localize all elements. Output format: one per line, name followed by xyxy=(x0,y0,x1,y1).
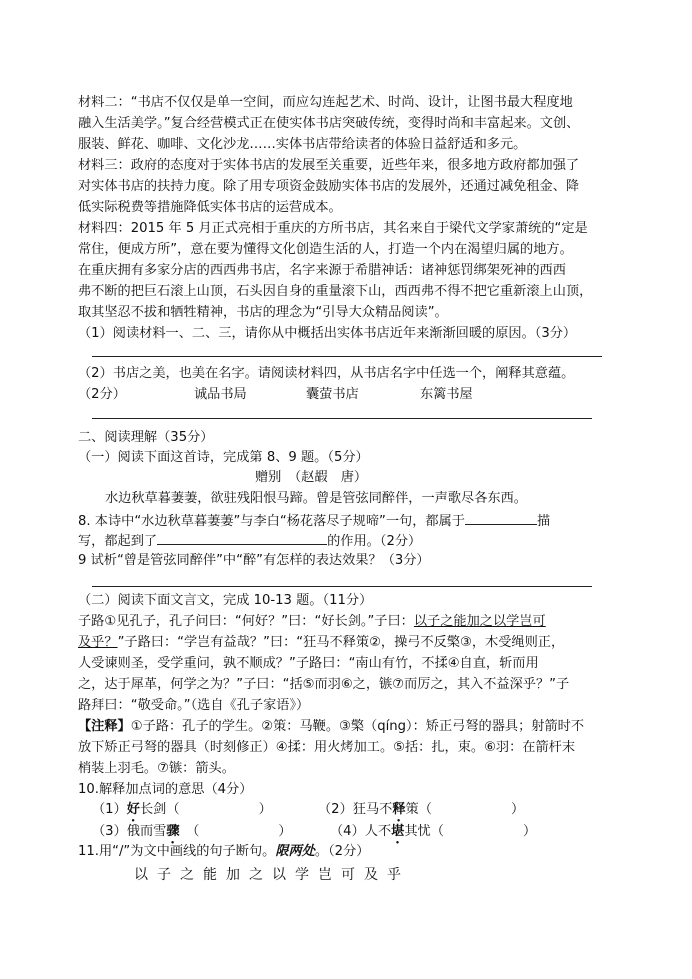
notes-label: 【注释】 xyxy=(78,719,131,734)
subsection-1-heading: （一）阅读下面这首诗，完成第 8、9 题。（5分） xyxy=(78,450,369,465)
question-10-item-1 xyxy=(92,800,272,820)
question-11-score: 。（2分） xyxy=(314,844,370,859)
question-2-line-1: （2）书店之美，也美在名字。请阅读材料四，从书店名字中任选一个，阐释其意蕴。 xyxy=(78,366,575,381)
question-9: 9 试析“曾是管弦同醉伴”中“醉”有怎样的表达效果？（3分） xyxy=(78,553,430,568)
question-8-text-end: 描 xyxy=(536,514,551,529)
option-chengpin: 诚品书局 xyxy=(194,387,247,402)
section-2-heading: 二、阅读理解（35分） xyxy=(78,430,214,445)
option-nangying: 囊萤书店 xyxy=(306,387,359,402)
classical-text-2: ”子路曰：“学岂有益哉？”曰：“狂马不释策②，操弓不反檠③，木受绳则正， xyxy=(117,635,565,650)
question-8-text: 8. 本诗中“水边秋草暮萋萋”与李白“杨花落尽子规啼”一句，都属于 xyxy=(78,514,465,529)
material-4-line-4: 弗不断的把巨石滚上山顶，石头因自身的重量滚下山，西西弗不得不把它重新滚上山顶， xyxy=(78,284,593,299)
notes-text: ①子路：孔子的学生。②策：马鞭。③檠（qíng）：矫正弓弩的器具；射箭时不 xyxy=(130,719,585,734)
blank-q8-a xyxy=(465,510,537,525)
classical-line-2 xyxy=(78,633,564,653)
dotted-word-1: 好 xyxy=(126,802,140,817)
notes-line-3: 梢装上羽毛。⑦镞：箭头。 xyxy=(78,761,235,776)
question-11-text: 11.用“/”为文中画线的句子断句。 xyxy=(78,844,276,859)
material-4-line-2: 常住，便成方所”，意在要为懂得文化创造生活的人，打造一个内在渴望归属的地方。 xyxy=(78,242,573,257)
dotted-word-4: 堪 xyxy=(391,824,405,839)
material-3-line-3: 低实际税费等措施降低实体书店的运营成本。 xyxy=(78,200,342,215)
classical-line-5: 路拜曰：“敬受命。”（选自《孔子家语》） xyxy=(78,698,310,713)
material-3-line-1: 材料三：政府的态度对于实体书店的发展至关重要，近些年来，很多地方政府都加强了 xyxy=(78,158,580,173)
poem-text: 水边秋草暮萋萋，欲驻残阳恨马蹄。曾是管弦同醉伴，一声歌尽各东西。 xyxy=(105,491,527,506)
material-4-line-1: 材料四：2015 年 5 月正式亮相于重庆的方所书店，其名来自于梁代文学家萧统的“定是 xyxy=(78,221,588,236)
question-2-score: （2分） xyxy=(78,387,126,402)
classical-line-3: 人受谏则圣，受学重问，孰不顺成？”子路曰：“南山有竹，不揉④自直，斩而用 xyxy=(78,656,539,671)
item-2-rest: 策（ ） xyxy=(405,802,525,817)
material-4-line-3: 在重庆拥有多家分店的西西弗书店，名字来源于希腊神话：诸神惩罚绑架死神的西西 xyxy=(78,263,566,278)
question-11-sentence: 以子之能加之以学岂可及乎 xyxy=(134,867,410,883)
material-2-line-2: 融入生活美学。”复合经营模式正在使实体书店突破传统，变得时尚和丰富起来。文创、 xyxy=(78,116,580,131)
dotted-word-2: 释 xyxy=(392,802,406,817)
poem-title: 赠别 （赵嘏 唐） xyxy=(255,470,368,485)
notes-line-1 xyxy=(78,717,584,737)
underlined-sentence: 以子之能加之以学岂可 xyxy=(413,614,546,629)
material-3-line-2: 对实体书店的扶持力度。除了用专项资金鼓励实体书店的发展外，还通过减免租金、降 xyxy=(78,179,580,194)
question-11-emphasis: 限两处 xyxy=(275,844,315,859)
material-2-line-3: 服装、鲜花、咖啡、文化沙龙……实体书店带给读者的体验日益舒适和多元。 xyxy=(78,137,527,152)
item-1-num: （1） xyxy=(92,802,127,817)
notes-line-2: 放下矫正弓弩的器具（时刻修正）④揉：用火烤加工。⑤括：扎，束。⑥羽：在箭杆末 xyxy=(78,740,576,755)
question-10-item-4 xyxy=(330,822,536,842)
question-2-line-2 xyxy=(78,385,473,405)
underlined-sentence-end: 及乎？ xyxy=(78,635,118,650)
dotted-word-3: 骤 xyxy=(166,824,180,839)
classical-line-4: 之，达于犀革，何学之为？”子曰：“括⑤而羽⑥之，镞⑦而厉之，其入不益深乎？”子 xyxy=(78,677,570,692)
item-3-rest: （ ） xyxy=(179,824,292,839)
blank-q8-b xyxy=(157,530,327,545)
material-2-line-1: 材料二：“书店不仅仅是单一空间，而应勾连起艺术、时尚、设计，让图书最大程度地 xyxy=(78,95,573,110)
question-10: 10.解释加点词的意思（4分） xyxy=(78,782,253,797)
question-8-line-2 xyxy=(78,530,421,550)
question-8-line-1 xyxy=(78,510,550,530)
question-1: （1）阅读材料一、二、三，请你从中概括出实体书店近年来渐渐回暖的原因。（3分） xyxy=(78,326,577,341)
question-11 xyxy=(78,842,369,862)
answer-line-q1 xyxy=(92,356,602,357)
option-dongli: 东篱书屋 xyxy=(420,387,473,402)
question-8-text-2: 写，都起到了 xyxy=(78,534,158,549)
classical-line-1 xyxy=(78,612,546,632)
item-2-text: （2）狂马不 xyxy=(318,802,393,817)
question-10-item-3 xyxy=(92,822,292,842)
item-1-rest: 长剑（ ） xyxy=(139,802,272,817)
material-4-line-5: 取其坚忍不拔和牺牲精神，书店的理念为“引导大众精品阅读”。 xyxy=(78,305,448,320)
question-10-item-2 xyxy=(318,800,524,820)
subsection-2-heading: （二）阅读下面文言文，完成 10-13 题。（11分） xyxy=(78,593,373,608)
answer-line-q2 xyxy=(92,418,592,419)
item-3-text: （3）俄而雪 xyxy=(92,824,167,839)
item-4-rest: 其忧（ ） xyxy=(404,824,537,839)
question-8-text-3: 的作用。（2分） xyxy=(327,534,422,549)
answer-line-q9 xyxy=(92,586,592,587)
item-4-text: （4）人不 xyxy=(330,824,392,839)
classical-text: 子路①见孔子，孔子问曰：“何好？”曰：“好长剑。”子曰： xyxy=(78,614,414,629)
